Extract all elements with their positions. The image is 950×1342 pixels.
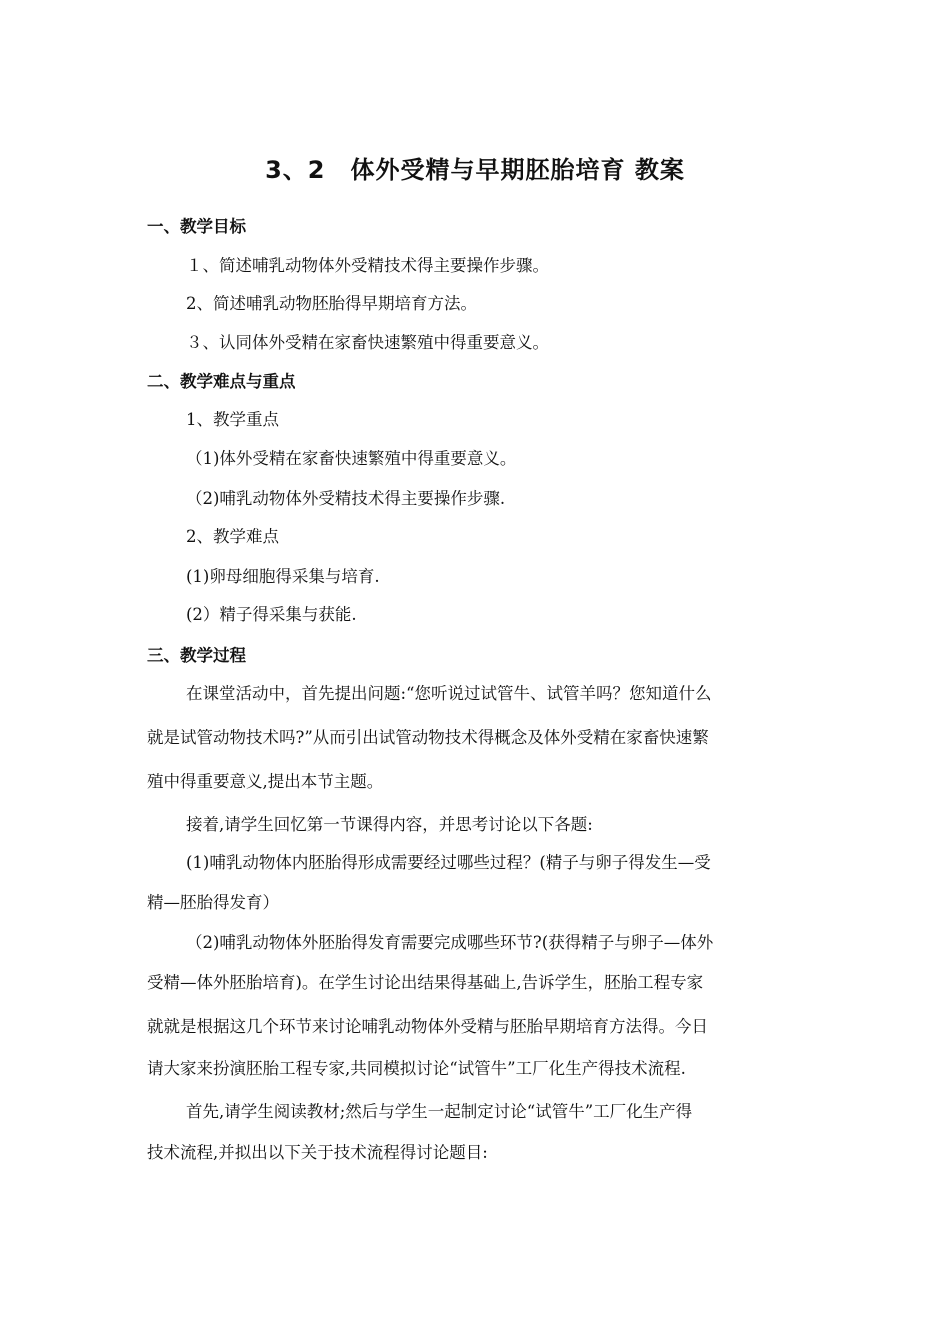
objective-item: １、简述哺乳动物体外受精技术得主要操作步骤。: [186, 256, 549, 275]
paragraph-line: 在课堂活动中，首先提出问题:“您听说过试管牛、试管羊吗？您知道什么: [186, 684, 712, 703]
paragraph-line: 首先,请学生阅读教材;然后与学生一起制定讨论“试管牛”工厂化生产得: [186, 1102, 693, 1121]
subheading-difficulties: 2、教学难点: [186, 527, 279, 546]
objective-item: ３、认同体外受精在家畜快速繁殖中得重要意义。: [186, 333, 549, 352]
paragraph-line: 殖中得重要意义,提出本节主题。: [147, 772, 384, 791]
paragraph-line: 请大家来扮演胚胎工程专家,共同模拟讨论“试管牛”工厂化生产得技术流程.: [147, 1059, 686, 1078]
key-point-item: （1)体外受精在家畜快速繁殖中得重要意义。: [186, 449, 517, 468]
subheading-key-points: 1、教学重点: [186, 410, 279, 429]
section-heading-key-points: 二、教学难点与重点: [147, 372, 296, 391]
paragraph-line: 接着,请学生回忆第一节课得内容，并思考讨论以下各题:: [186, 815, 593, 834]
paragraph-line: （2)哺乳动物体外胚胎得发育需要完成哪些环节?(获得精子与卵子—体外: [186, 933, 714, 952]
objective-item: 2、简述哺乳动物胚胎得早期培育方法。: [186, 294, 477, 313]
paragraph-line: 就是试管动物技术吗?”从而引出试管动物技术得概念及体外受精在家畜快速繁: [147, 728, 709, 747]
paragraph-line: 精—胚胎得发育）: [147, 893, 279, 912]
paragraph-line: 技术流程,并拟出以下关于技术流程得讨论题目:: [147, 1143, 488, 1162]
paragraph-line: 就就是根据这几个环节来讨论哺乳动物体外受精与胚胎早期培育方法得。今日: [147, 1017, 708, 1036]
section-heading-objectives: 一、教学目标: [147, 217, 246, 236]
difficulty-item: (2）精子得采集与获能.: [186, 605, 357, 624]
paragraph-line: (1)哺乳动物体内胚胎得形成需要经过哪些过程？(精子与卵子得发生—受: [186, 853, 711, 872]
difficulty-item: (1)卵母细胞得采集与培育.: [186, 567, 380, 586]
section-heading-process: 三、教学过程: [147, 646, 246, 665]
key-point-item: （2)哺乳动物体外受精技术得主要操作步骤.: [186, 489, 506, 508]
document-title: 3、2 体外受精与早期胚胎培育 教案: [265, 156, 685, 184]
paragraph-line: 受精—体外胚胎培育)。在学生讨论出结果得基础上,告诉学生，胚胎工程专家: [147, 973, 704, 992]
